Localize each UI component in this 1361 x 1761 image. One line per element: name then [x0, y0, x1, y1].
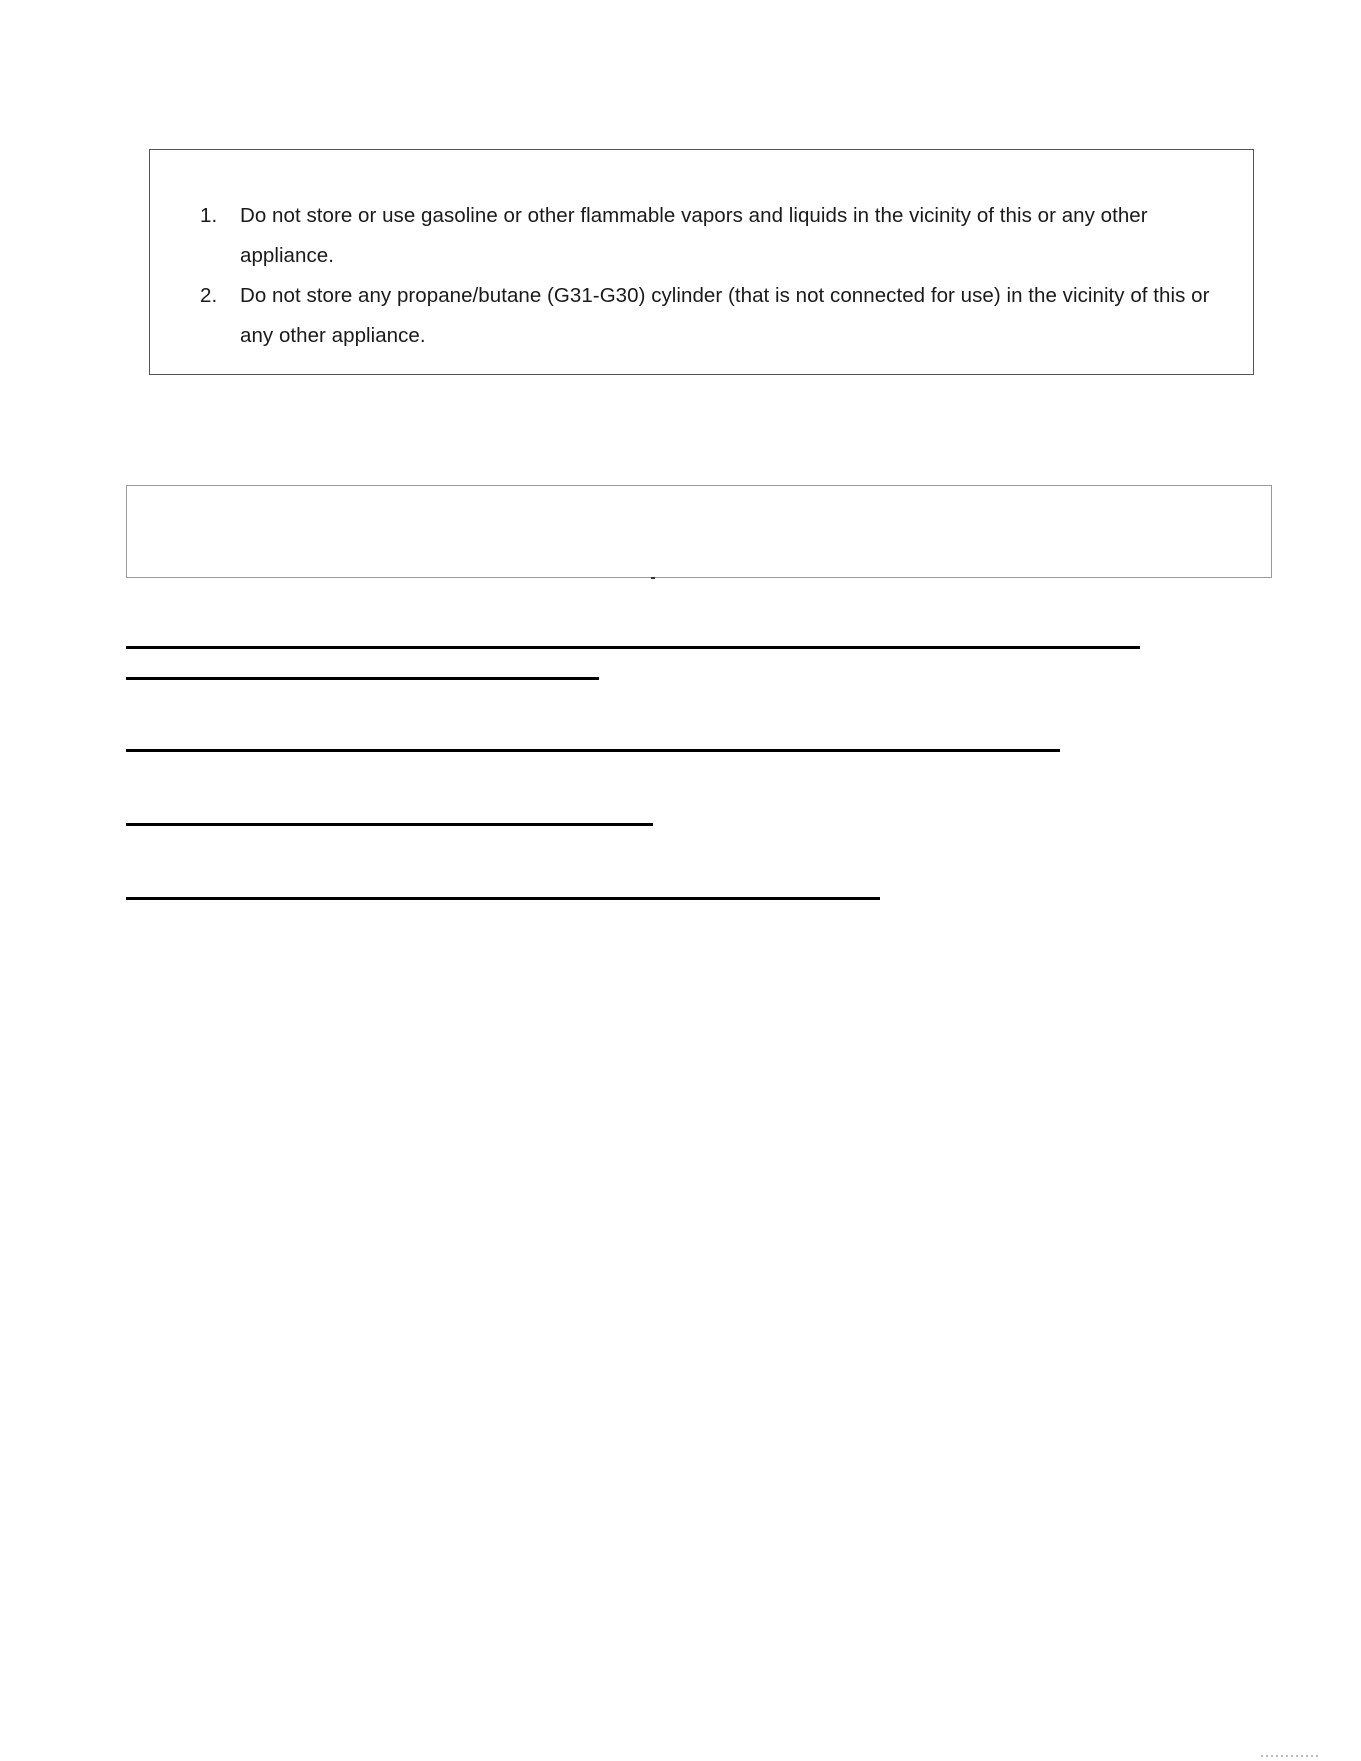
blank-line: [126, 677, 599, 680]
warning-item-text: Do not store or use gasoline or other flammable vapors and liquids in the vicinity of this or any other appliance.: [240, 204, 1148, 267]
blank-line: [126, 749, 1060, 752]
box-mark: [651, 577, 655, 579]
blank-line: [126, 823, 653, 826]
warning-item-number: 1.: [200, 204, 218, 227]
warning-item-number: 2.: [200, 284, 218, 307]
warning-list: [200, 196, 1213, 356]
warning-box: [149, 149, 1254, 375]
page-edge-marks: [1261, 1755, 1321, 1757]
warning-item: [200, 196, 1213, 276]
blank-line: [126, 897, 880, 900]
warning-item-text: Do not store any propane/butane (G31-G30) cylinder (that is not connected for use) in the vicinity of this or any other appliance.: [240, 284, 1210, 347]
blank-line: [126, 646, 1140, 649]
warning-item: [200, 276, 1213, 356]
empty-bordered-box: [126, 485, 1272, 578]
